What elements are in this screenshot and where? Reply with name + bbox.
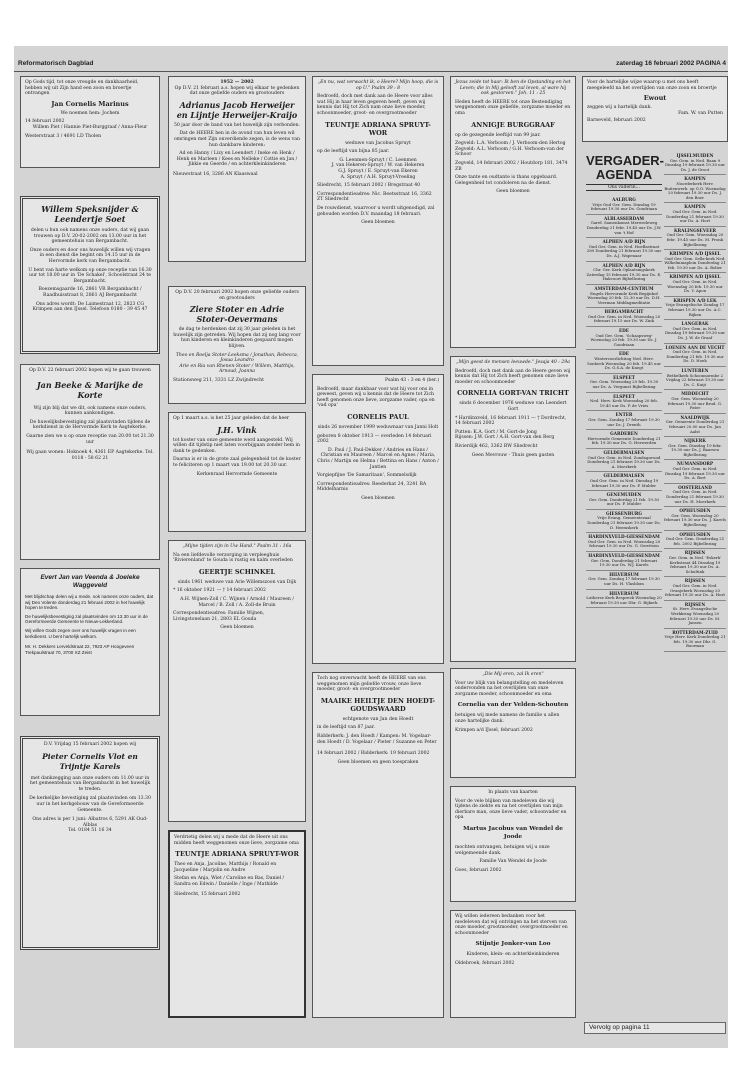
agenda-item	[586, 308, 662, 327]
agenda-place: MIDDECHT	[681, 391, 709, 397]
relatives: Ridderkerk: J. den Hoedt / Kampen: M. Vogelaar-den Hoedt / D. Vogelaar / Pieter / Suzanne en Peter	[317, 733, 437, 745]
relatives: D. Paul / J. Paul-Dekker / Andries en Hans / Christian en Maureen / Marcel en Agnes / Maria, Chris / Martijn en Helma / Bettina en Hans / Anton / Jantien	[317, 447, 441, 470]
agenda-item	[664, 629, 726, 652]
ad-address: Rivierdijk 462, 3362 BW Sliedrecht	[455, 443, 538, 449]
bible-quote: Jezus zeide tot haar: Ik ben de Opstanding en het Leven; die in Mij gelooft zal leven, al ware hij ook gestorven." Joh. 11 : 25	[455, 80, 573, 97]
agenda-place: ROTTERDAM-ZUID	[672, 629, 718, 635]
ad-text: In plaats van kaarten	[488, 790, 538, 795]
ad-text: betuigen wij mede namens de familie u allen onze hartelijke dank.	[455, 713, 561, 724]
obituary-burggraaf	[450, 76, 576, 348]
ad-text: De kerkelijke bevestiging zal plaatsvinden om 13.30 uur in het kerkgebouw van de Gereformeerde Gemeente.	[29, 796, 153, 813]
agenda-details: Oud Ger. Gem. in Ned. Donderdag 21 feb. 19.30 uur Ds. D. Hoek	[666, 349, 724, 364]
ad-text: Wij willen iedereen bedanken voor het medeleven dat wij ontvingen na het sterven van onze moeder, grootmoeder, overgrootmoeder en schoonmoeder	[455, 914, 570, 936]
agenda-place: HARDINXVELD-GIESSENDAM	[588, 534, 660, 540]
agenda-place: AALBURG	[612, 197, 636, 202]
agenda-item	[586, 285, 662, 308]
children: Theo en Roelja Stoter-Leeksma / Jonathan, Rebecca, Josua Leandro	[175, 352, 300, 364]
ad-text: Wij zijn blij dat we dit, ook namens onze ouders, kunnen aankondigen.	[33, 405, 148, 417]
children: Ad en Hanny / Lizy en Leendert / Ineke en Henk / Henk en Marleen / Kees en Nelleke / Cottie en Jan / Jikkie en Geerde / en achterkleinkinderen	[176, 151, 299, 168]
bible-quote: „En nu, wat verwacht ik, o Heere? Mijn hoop, die is op U." Psalm 39 : 8	[317, 80, 440, 91]
deceased-name: GEERTJE SCHINKEL	[198, 567, 276, 576]
agenda-details: Vrije Evang. Gemeentezaal Donderdag 21 februari 19.30 uur Ds. D. Heemskerk	[587, 515, 661, 530]
dates: * Hardinxveld, 16 februari 1911 — † Dordrecht, 14 februari 2002	[455, 415, 568, 427]
ad-date: 14 februari 2002	[25, 119, 65, 125]
ad-text: Bedroefd, doch met dank aan de Heere geven wij kennis dat Hij tot Zich heeft genomen onze lieve moeder en schoonmoeder	[455, 368, 572, 385]
person-name: J.H. Vink	[217, 424, 257, 435]
agenda-details: Engels Hervormde Kerk Begijnhof Woensdag 20 feb. 12.30 uur Ds. D.H. Veerman Middagmeditatie	[587, 290, 661, 305]
couple-names: Jan Beeke & Marijke de Korte	[36, 379, 146, 400]
deceased-name: MAAIKE HEILTJE DEN HOEDT-GOUDSWAARD	[320, 696, 436, 713]
agenda-details: Ger. Gem. Donderdag 21 februari 19.30 uur Ds. W.J. Karels	[590, 557, 658, 568]
ad-text: U bent van harte welkom op onze receptie van 16.30 uur tot 18.00 uur in 'De Schakel', Schoolstraat 24 te Bergambacht.	[28, 267, 154, 284]
child-name: Jan Cornelis Marinus	[51, 99, 129, 108]
ad-address: Ons adres is per 1 juni: Albatros 6, 5291 AK Oud-Alblas	[32, 817, 148, 828]
ad-text: Vorgiepfijne 'De Samaritaan', Sommelsdijk	[317, 473, 417, 479]
agenda-details: Oud Ger. Gem. Donderdag 21 feb. 2002 Bijbellezing	[665, 536, 725, 546]
agenda-details: Vrije Evangelische Zondag 17 februari 19.30 uur Ds. A.C. Rijken	[665, 302, 725, 317]
agenda-details: Oud Ger. Gem. in Ned. Donderdag 21 februari 19.30 uur Ds. A. Hort	[666, 208, 724, 224]
agenda-subtitle: Ons vaderin...	[586, 184, 662, 191]
header-rule	[14, 71, 728, 72]
agenda-place: HILVERSUM	[609, 571, 639, 577]
agenda-item	[586, 552, 662, 571]
agenda-place: ALBLASSERDAM	[603, 215, 645, 221]
agenda-place: OPHEUSDEN	[679, 508, 711, 514]
ad-note: Geen bloemen	[220, 625, 254, 631]
ad-text: op de leeftijd van bijna 85 jaar.	[317, 149, 390, 155]
agenda-item	[586, 350, 662, 373]
obituary-spruyt-wor	[312, 76, 444, 366]
couple-names: Ziere Stoter en Adrie Stoter-Oevermans	[189, 304, 288, 325]
agenda-details: Oud Ger. Gem. in Ned. Woensdag 20 feb. 19.30 uur Ds. Y. Apon	[667, 279, 723, 294]
thanks-jonker	[450, 910, 576, 1018]
deceased-name: Stijntje Jonker-van Loo	[475, 941, 551, 948]
ad-signature: Kerkenraad Hervormde Gemeente	[196, 471, 278, 477]
ad-text: Wij willen Gods zegen over ons huwelijk vragen in een kerkdienst. U bent hartelijk welkom.	[25, 627, 138, 639]
ad-text: de dag te herdenken dat zij 30 jaar geleden in het huwelijk zijn getreden. Wij hopen dat zij nog lang voor hun kinderen en kleinkinderen gespaard mogen blijven.	[173, 327, 303, 349]
agenda-item	[586, 411, 662, 430]
dates: geboren 8 oktober 1913 — overleden 14 februari 2002	[317, 433, 433, 445]
ad-text: in de leeftijd van 87 jaar.	[317, 725, 375, 731]
ad-text: zeggen wij u hartelijk dank.	[587, 105, 652, 111]
agenda-details: Ger. Gem. Woensdag 20 feb. 19.30 uur Ds. A. Vergunst Bijbellezing	[589, 379, 659, 389]
agenda-details: Oud Ger. Gem. in Ned. Woensdag 20 februari 19.15 uur Ds. W. Zink	[587, 313, 661, 324]
ad-text: sinds 6 december 1976 weduwe van Leendert Gort	[459, 401, 569, 412]
ad-address: Correspondentieadres: Familie Wijnen, Livingstonelaan 21, 2803 EL Gouda	[173, 611, 266, 622]
ad-address: Zegveld, 14 februari 2002 / Houtdorp 181, 3474 ZB	[455, 160, 570, 172]
relatives: A.H. Wijnen-Zoll / C. Wijnen / Arnold / Maureen / Marcel / B. Zoll / A. Zoll-de Bruin	[180, 596, 296, 608]
wedding-ad-beeke	[20, 364, 160, 560]
agenda-details: Ger. Gem. Dinsdag 19 febr. 19.30 uur Ds. J. Baarsen Bijbellezing	[668, 442, 722, 457]
agenda-item	[586, 590, 662, 609]
agenda-details: Oud Ger. Gem. in Ned. Hoeflastraat 289 Donderdag 21 februari 19.30 uur Ds. A.J. Wapenaar	[586, 243, 662, 258]
agenda-place: ELSPEET	[613, 393, 635, 399]
ad-text: D.V. Vrijdag 15 februari 2002 hopen wij	[43, 742, 137, 747]
agenda-place: KRIMPEN A/D IJSSEL	[669, 274, 721, 280]
wedding-ad-evert	[20, 568, 160, 716]
ad-text: Bedroefd, maar dankbaar voor wat hij voor ons in geweest, geven wij u kennis dat de Heere tot Zich heeft genomen onze lieve, zorgzame vader, opa en 'vad opa'	[317, 386, 437, 409]
ad-text: Voor de vele blijken van medeleven die wij tijdens de ziekte en na het overlijden van mijn dierbare man, onze lieve vader, schoonvader en opa	[455, 798, 568, 821]
agenda-place: HILVERSUM	[609, 590, 639, 596]
ad-text: De rouwdienst, waarvoor u wordt uitgenodigd, zal gehouden worden D.V. maandag 18 februari.	[317, 205, 436, 217]
ad-address: Trekpaulstraat 70, 3700 XZ Zeist	[25, 649, 92, 655]
ad-text: Gaarne zien we u op onze receptie van 20.00 tot 21.30 uur	[26, 433, 156, 445]
agenda-place: LOENEN AAN DE VECHT	[665, 344, 725, 350]
ad-text: 50 jaar door de band van het huwelijk zijn verbonden.	[173, 122, 301, 128]
ad-text: Heden heeft de HEERE tot onze Bestendiging weggenomen onze geliefde, zorgzame moeder en oma	[455, 99, 572, 116]
deceased-name: TEUNTJE ADRIANA SPRUYT-WOR	[325, 120, 431, 137]
couple-names: Evert Jan van Veenda & Joeleke Waggeveld	[40, 574, 142, 589]
agenda-place: KRIMPEN A/D IJSSEL	[669, 251, 721, 257]
ad-text: De huwelijksbevestiging zal plaatsvinden om 13.30 uur in de Gereformeerde Gemeente te Nieuw-Lekkerland.	[25, 613, 150, 625]
agenda-place: GENEMUIDEN	[606, 492, 642, 498]
agenda-item	[664, 577, 726, 600]
agenda-item	[664, 390, 726, 413]
ad-text: echtgenote van Jan den Hoedt	[342, 716, 414, 722]
anniversary-ad-herweijer	[168, 76, 306, 262]
ad-note: Geen Mevrouw - Thuis geen gasten	[471, 452, 555, 458]
children: Arie en Ria van Rhenen-Stoter / Willem, Matthijs, Arnoud, Joanna	[179, 363, 297, 375]
ad-text: delen u hun ook namens onze ouders, dat wij gaan trouwen op D.V. 20-02-2002 om 13.00 uur in het gemeentehuis van Bergambacht.	[30, 228, 151, 245]
agenda-item	[664, 484, 726, 507]
ad-text: Op Gods tijd, tot onze vreugde en dankbaarheid, hebben wij uit Zijn hand een zoon en broertje ontvangen	[25, 80, 140, 97]
ad-address: Boezemsgaarde 16, 2861 VR Bergambacht / Raadhuisstraat 8, 2861 AJ Bergambacht	[38, 287, 143, 298]
ad-address: Correspondentieadres: Reederkat 24, 3241 BA Middelharnis	[317, 481, 428, 493]
agenda-place: RIJSSEN	[684, 578, 706, 584]
ad-text: Toch nog onverwacht heeft de HEERE van ons weggenomen mijn geliefde vrouw, onze lieve moeder, groot- en overgrootmoeder	[317, 676, 428, 693]
agenda-item	[664, 250, 726, 273]
ad-text: We noemen hem: Jochem	[60, 110, 120, 116]
ad-text: Op D.V. 21 februari a.s. hopen wij elkaar te gedenken dat onze geliefde ouders en grootouders	[174, 85, 301, 97]
deceased-name: TEUNTJE ADRIANA SPRUYT-WOR	[175, 850, 299, 859]
agenda-place: GARDEREN	[610, 431, 638, 437]
ad-text: Voor uw blijk van belangstelling en medeleven ondervonden na het overlijden van onze zorgzame moeder, schoonmoeder en oma	[455, 680, 565, 697]
agenda-details: Ger. Gem. in Ned. 'Eskerk' Kerkstraat 44 Dinsdag 19 februari 19.30 uur Ds. A. Schultink	[668, 554, 722, 574]
agenda-details: Oud Ger. Gem. Sella-kerk Ned. Wilhelminaplein Donderdag 21 feb. 19.30 uur Ds. A. Bolier	[664, 255, 726, 270]
agenda-left-column	[586, 196, 662, 608]
ad-date: Krimpen a/d IJssel, februari 2002	[455, 727, 533, 733]
agenda-details: Lutherse Kerk Bespreek Woensdag 20 februari 19.30 uur Dhr. G. Bijkerk	[586, 595, 662, 605]
agenda-place: GELDERMALSEN	[603, 449, 645, 455]
agenda-details: Noorderkerk Herv. Buitenwerk. op G.G. Woensdag 20 februari 19.30 uur Ds. J. den Boer	[664, 180, 726, 200]
agenda-item	[664, 367, 726, 390]
agenda-place: NUMANSDORP	[676, 461, 714, 467]
ad-date: Barneveld, februari 2002	[587, 118, 646, 124]
ad-note: Geen bloemen	[361, 220, 395, 226]
ad-text: Voor de hartelijke wijze waarop u met ons heeft meegeleefd na het overlijden van onze zoon en broertje	[587, 80, 717, 91]
agenda-place: AMSTERDAM-CENTRUM	[594, 285, 654, 291]
obituary-schinkel	[168, 540, 306, 822]
agenda-item	[664, 203, 726, 226]
ad-address: Westerstraat 3 / 4691 LD Tholen	[25, 133, 102, 139]
ad-parents: Willem Piet / Hannie Piet-Burggraaf / Anna-Fleur	[32, 124, 148, 130]
relatives: Theo en Anja, Jacoline, Matthijs / Ronald en Jacqueline / Marjolin en Andre	[174, 862, 278, 873]
bible-quote: „Mijn geest de mensen leeuwde." Jesaja 40 : 29a	[456, 360, 570, 365]
agenda-place: ALPHEN A/D RIJN	[602, 262, 646, 268]
agenda-details: Vrije Oud Ger. Gem. Dinsdag 19 februari 19.30 uur Ds. Goudriaan	[590, 201, 658, 212]
agenda-place: KAMPEN	[684, 176, 706, 182]
agenda-place: ELSPEET	[613, 374, 635, 380]
agenda-item	[664, 273, 726, 296]
ad-address: Ons adres wordt: De Laimestraat 12, 2823 CG Krimpen aan den IJssel. Telefoon 0180 - 39 45 47	[32, 301, 148, 313]
ad-address: Mr. H. Dekkers Lerveldstraat 22, 7923 AP Hoogeveen	[25, 644, 135, 650]
ad-text: Onze tante en oudtante is thans opgebaard.	[455, 175, 558, 181]
ad-text: Met blijdschap delen wij u mede, ook namens onze ouders, dat wij Deo Volente donderdag 21 februari 2002 in het huwelijk hopen te treden.	[25, 594, 155, 611]
agenda-title: VERGADER-AGENDA	[586, 153, 665, 182]
agenda-item	[664, 549, 726, 577]
person-name: Ewout	[643, 94, 667, 103]
ad-address: Sliedrecht, 15 februari 2002 / Bregstraat 40	[317, 183, 421, 189]
agenda-item	[664, 152, 726, 175]
agenda-place: HARDINXVELD-GIESSENDAM	[588, 553, 660, 559]
obituary-paul	[312, 374, 444, 664]
agenda-item	[586, 238, 662, 261]
ad-text: Onze ouders en door ons huwelijk willen wij vragen in een dienst die begint om 14.15 uur in de Hervormde kerk van Bergambacht.	[29, 247, 152, 264]
agenda-place: RIJSSEN	[684, 601, 706, 607]
thanks-ewout	[582, 76, 728, 142]
agenda-details: Oud Ger. Gem. in Ned. Woensdag 20 februari 19.30 uur Ds. G. Gerritsen	[587, 538, 661, 549]
agenda-item	[664, 414, 726, 437]
agenda-details: Oud Ger. Gem. Woensdag 20 febr. 19.45 uur Ds. M. Pronk Bijbellezing	[666, 232, 724, 247]
agenda-place: LANGERAK	[681, 321, 709, 327]
bible-quote: „Die Mij eren, zal Ik eren"	[482, 672, 544, 677]
ad-text: Op D.V. 20 februari 2002 hopen onze geliefde ouders en grootouders	[175, 290, 301, 301]
agenda-details: Oud Ger. Gem. in Ned. Dinsdag 19 februari 19.30 uur Ds. A. Bort	[664, 466, 726, 481]
agenda-item	[664, 460, 726, 483]
relatives: Stefan en Anja, Wiet / Caroline en Bas, Daniel / Sandra en Edwin / Danielle / Inge / Mathilde	[174, 876, 286, 887]
agenda-place: KRISPEN A/D LEK	[673, 297, 717, 303]
obituary-spruyt-grandchildren	[168, 830, 306, 1018]
thanks-van-der-velden	[450, 668, 576, 778]
agenda-item	[586, 196, 662, 215]
agenda-item	[586, 393, 662, 412]
agenda-details: Ger. Gem. Donderdag 21 feb. 19.30 uur Ds. P. Mulder	[588, 496, 660, 507]
agenda-item	[664, 227, 726, 250]
ad-text: Na een liefdevolle verzorging in verpleeghuis 'Rivierenland' te Gouda is rustig en kalm overleden	[173, 552, 293, 564]
agenda-item	[586, 327, 662, 350]
continued-link[interactable]: Vervolg op pagina 11	[584, 1022, 726, 1034]
agenda-item	[664, 507, 726, 530]
agenda-place: OOSTERLAND	[678, 484, 712, 490]
ad-text: mochten ontvangen, betuigen wij u onze welgemeende dank.	[455, 844, 552, 856]
ad-date: Sliedrecht, 15 februari 2002	[174, 891, 241, 897]
agenda-details: Ger. Gem. Zondag 17 februari 19.30 uur Ds. J. Drenth	[588, 416, 660, 427]
ad-address: Nieuwstraat 16, 3286 AN Klaaswaal	[173, 171, 258, 177]
bible-quote: „Mijne tijden zijn in Uw Hand." Psalm 31 : 16a	[182, 544, 292, 549]
agenda-item	[586, 262, 662, 285]
ad-text: sinds 26 november 1999 weduwnaar van Janni Holt	[317, 424, 439, 430]
agenda-item	[586, 374, 662, 393]
ad-signature: Fam. W. van Putten	[678, 110, 723, 116]
agenda-details: Chr. Ger. Kerk Oplaatsingskerk Zaterdag 15 februari 19.30 uur Ds. E. Hakvoort Bijbellezing	[586, 267, 662, 282]
agenda-item	[586, 571, 662, 590]
couple-names: Pieter Cornelis Vlot en Trijntje Karels	[42, 751, 141, 771]
agenda-details: Bethelkerk Schoonnormbe 2 Vrijdag 22 februari 19.30 uur Ds. C. Kuijt	[665, 372, 725, 387]
agenda-place: NAALDWIJK	[680, 414, 710, 420]
deceased-name: CORNELIS PAUL	[347, 412, 409, 421]
couple-names: Adrianus Jacob Herweijer en Lijntje Herweijer-Kraijo	[176, 99, 298, 120]
ad-text: weduwe van Jacobus Spruyt	[345, 140, 411, 146]
agenda-details: Ger. Gem. Zondag 17 februari 19.30 uur Ds. H. Vlasblom	[588, 576, 660, 586]
ad-text: met dankzegging aan onze ouders om 11.00 uur in het gemeentehuis van Bergambacht in het huwelijk te treden.	[29, 775, 152, 792]
agenda-item	[586, 449, 662, 472]
anniversary-ad-stoter	[168, 286, 306, 404]
meeting-agenda	[582, 148, 728, 968]
jubilee-ad-vink	[168, 412, 306, 532]
ad-address: Wij gaan wonen: Hoknoek 4, 4361 EP Aagtekerke. Tel. 0118 - 58 62 21	[26, 450, 156, 461]
agenda-right-column	[664, 152, 726, 652]
obituary-gort	[450, 356, 576, 662]
ad-text: Verdrietig delen wij u mede dat de Heere uit ons midden heeft weggenomen onze lieve, zorgzame oma	[174, 835, 299, 846]
agenda-details: Garef. Samenkomst Merwedeweg Donderdag 21 febr. 19.45 uur Ds. J.W. van 't Hof	[586, 220, 662, 235]
relatives: Rijssen: J.W. Gort / A.H. Gort-van den Berg	[455, 435, 555, 441]
birth-ad	[20, 76, 160, 168]
relatives: Putten: K.A. Gort / M. Gort-de Jong	[455, 429, 537, 435]
obituary-den-hoedt	[312, 672, 444, 1018]
agenda-place: ALPHEN A/D RIJN	[602, 239, 646, 245]
agenda-details: Wintervoorlichting Ned. Herv. Sonbeek Woensdag 20 feb. 19.45 uur Ds. G.S.A. de Knegt	[587, 356, 661, 371]
agenda-place: BERGAMBACHT	[604, 309, 644, 315]
agenda-details: Ned. Herv. Kerk Woensdag 20 feb. 19.45 uur Ds. P. de Vries	[589, 398, 659, 408]
ad-address: Stationsweg 211, 3331 LZ Zwijndrecht	[173, 377, 264, 383]
couple-names: Willem Speksnijder & Leendertje Soet	[41, 204, 142, 224]
agenda-item	[664, 437, 726, 460]
ad-text: De huwelijksbevestiging zal plaatsvinden tijdens de kerkdienst in de Hervormde Kerk te Aagtekerke.	[29, 419, 152, 431]
agenda-details: Oud Ger. Gem. in Ned. Donderdag 21 februari 19.30 uur Ds. H. Moerkerk	[666, 489, 724, 504]
agenda-details: Oud Ger. Gem. in Ned. Zondagavond Donderdag 21 februari 19.30 uur Ds. A. Moerkerk	[587, 454, 661, 469]
agenda-details: Hervormde Gemeente Donderdag 21 feb. 19.30 uur Ds. G. Herwerden	[587, 435, 661, 446]
ad-signature: Familie Van Wendel de Joode	[479, 859, 547, 865]
ad-date: Oldebroek, februari 2002	[455, 960, 515, 966]
agenda-place: OPHEUSDEN	[679, 531, 711, 537]
agenda-place: KRALINGSEVEER	[673, 227, 716, 233]
agenda-details: Oud Ger. Gem. in Ned. Oranjekerk Woensdag 20 februari 19.30 uur Ds. A. Hort	[665, 582, 725, 598]
relatives: Zegveld: L.A. Verboom / J. Verboom-den Hertog	[455, 141, 566, 147]
deceased-name: ANNIGJE BURGGRAAF	[471, 120, 555, 129]
agenda-item	[586, 215, 662, 238]
ad-text: Dat de HEERE hen in de avond van hun leven wil omringen met Zijn onverdiende zegen, is de wens van hun dankbare kinderen:	[174, 131, 302, 148]
agenda-place: ENTER	[615, 412, 633, 418]
wedding-ad-pieter	[20, 736, 160, 950]
agenda-place: NIJKERK	[684, 438, 706, 444]
date-page: zaterdag 16 februari 2002 PAGINA 4	[616, 60, 726, 67]
ad-address: Correspondentieadres: Nic. Beetsstraat 16, 3362 ZT Sliedrecht	[317, 191, 434, 203]
agenda-details: St. Herv. Evangelische Werkkring Woensdag 20 februari 19.30 uur Ds. M. Jansen	[669, 606, 721, 626]
ad-note: Geen bloemen	[361, 495, 395, 501]
relatives: G.J. Spruyt / E. Spruyt-van Ekeren	[338, 168, 418, 174]
agenda-item	[664, 344, 726, 367]
ad-text: Op 1 maart a.s. is het 25 jaar geleden dat de heer	[173, 416, 290, 421]
agenda-item	[664, 297, 726, 320]
ad-text: Op D.V. 22 februari 2002 hopen wij te gaan trouwen	[29, 368, 151, 373]
agenda-item	[664, 320, 726, 343]
agenda-item	[586, 430, 662, 449]
agenda-item	[664, 531, 726, 550]
ad-text: op de gezegende leeftijd van 99 jaar.	[455, 132, 541, 138]
relatives: A. Spruyt / A.H. Spruyt-Vreeling	[340, 174, 416, 180]
agenda-place: KAMPEN	[684, 204, 706, 210]
ad-note: Geen bloemen en geen toespraken	[337, 759, 419, 765]
ad-text: Bedroefd, doch met dank aan de Heere voor alles wat Hij in haar leven gegeven heeft, geven wij kennis dat Hij tot Zich nam onze lieve moeder, schoonmoeder, groot- en overgrootmoeder	[317, 94, 435, 116]
deceased-name: Martus Jacobus van Wendel de Joode	[463, 825, 565, 840]
agenda-details: Ger. Gem. Woensdag 20 februari 19.30 uur Ds. J. Karels Bijbellezing	[664, 512, 726, 527]
agenda-details: Oud Ger. Gem. 'Schaapsweg' Woensdag 20 feb. 19.30 uur Ds. J. Goudriaan	[590, 332, 658, 347]
agenda-place: GELDERMALSEN	[603, 473, 645, 479]
agenda-details: Ger. Gem. Woensdag 20 februari 19.30 uur Brud. G. Pater	[667, 395, 723, 411]
ad-date: 14 februari 2002 / Ridderkerk: 19 februari 2002	[317, 751, 430, 757]
ad-signature: Kinderen, klein- en achterkleinkinderen	[466, 952, 560, 958]
thanks-van-wendel	[450, 786, 576, 902]
ad-text: Gelegenheid tot condoleren na de dienst.	[455, 180, 552, 186]
agenda-details: Ger. Gemeente Donderdag 21 februari 20.00 uur Ds. Jan Aalst	[665, 419, 725, 434]
relatives: G. Leenmen-Spruyt / C. Leenmen	[339, 157, 417, 163]
agenda-place: RIJSSEN	[684, 550, 706, 556]
paper-name: Reformatorisch Dagblad	[18, 60, 94, 67]
wedding-ad-speksnijder	[20, 196, 160, 354]
agenda-item	[586, 533, 662, 552]
deceased-name: Cornelia van der Velden-Schouten	[457, 702, 569, 709]
agenda-details: Oud Ger. Gem. in Ned. Dinsdag 19 februari 19.30 uur Ds. P. Mulder	[589, 477, 659, 488]
agenda-place: LUNTEREN	[681, 367, 709, 373]
agenda-place: GIESSENBURG	[606, 510, 642, 516]
ad-phone: Tel. 0184 51 16 34	[68, 828, 112, 834]
deceased-name: CORNELIA GORT-VAN TRICHT	[457, 389, 569, 398]
ad-text: Daarna is er in de grote zaal gelegenheid tot de koster te feliciteren op 1 maart van 19.00 tot 20.30 uur.	[173, 457, 303, 468]
agenda-item	[586, 510, 662, 533]
ad-text: tot koster van onze gemeente werd aangesteld. Wij willen dit tijdstip niet laten voorbijgaan zonder hem in dank te gedenken.	[173, 437, 302, 454]
years: 1952 — 2002	[220, 80, 254, 85]
agenda-item	[586, 472, 662, 491]
agenda-item	[664, 175, 726, 203]
ad-text: sinds 1961 weduwe van Arie Willemszoon van Dijk	[177, 579, 297, 585]
agenda-item	[586, 491, 662, 510]
relatives: J. van Hekeren-Spruyt / W. van Hekeren	[331, 163, 425, 169]
agenda-details: Vrije Herv. Kerk Donderdag 21 feb. 19.30 uur Dhr. G. Boorman	[664, 634, 726, 649]
agenda-item	[664, 601, 726, 629]
ad-note: Geen bloemen	[496, 189, 530, 195]
dates: * 16 oktober 1921 — † 14 februari 2002	[173, 588, 266, 594]
bible-quote: Psalm 43 : 3 en 4 (ber.)	[385, 378, 439, 383]
agenda-details: Oud Ger. Gem. in Ned. Dinsdag 19 februari 19.30 uur Ds. J. W. de Graaf	[664, 325, 726, 340]
agenda-place: EDE	[618, 328, 629, 334]
agenda-place: EDE	[618, 351, 629, 357]
agenda-details: Ger. Gem. in Ned. Baan 9 Dinsdag 19 februari 19.30 uur Ds. J. de Groot	[664, 157, 726, 172]
agenda-place: IJSSELMUIDEN	[676, 153, 714, 158]
ad-date: Goes, februari 2002	[455, 867, 502, 873]
relatives: Zegveld: A.L. Verboom / G.H. Verboom-van der Schoor	[455, 146, 566, 158]
